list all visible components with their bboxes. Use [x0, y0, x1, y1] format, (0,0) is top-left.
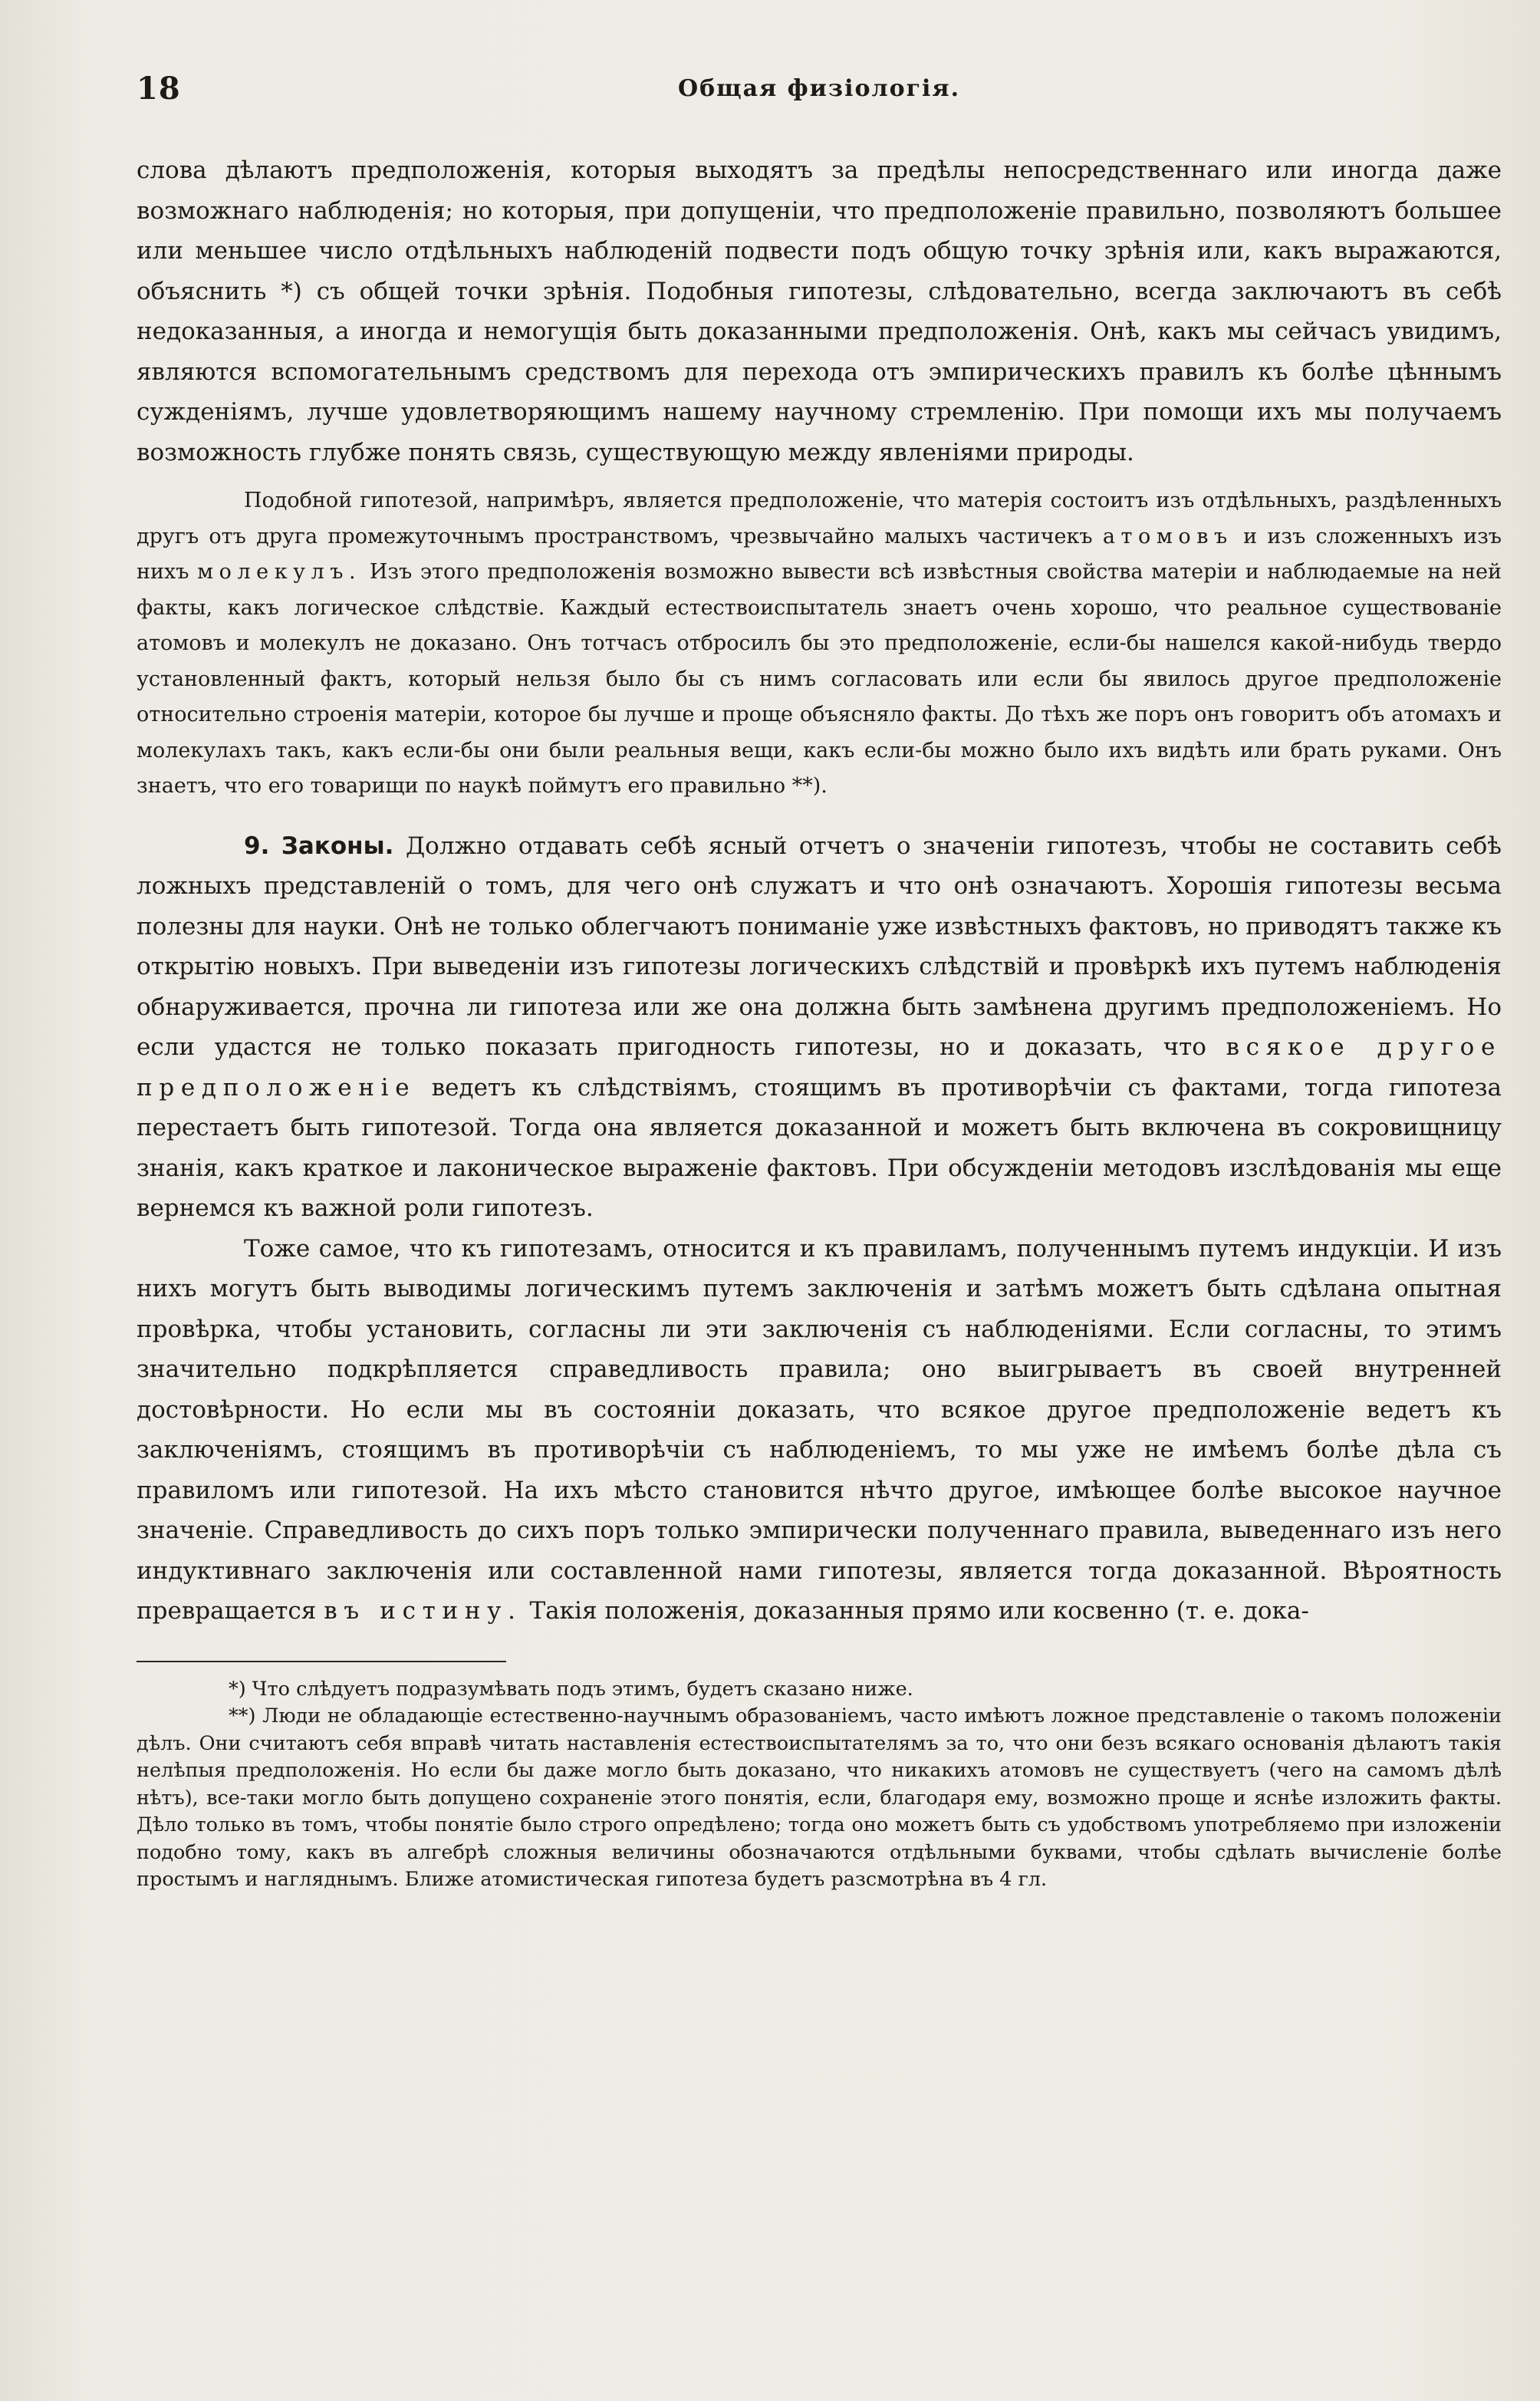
footnote-divider: [137, 1661, 506, 1662]
paragraph-atom-example: [137, 483, 1502, 805]
paragraph-induction-rules: [137, 1229, 1502, 1632]
emphasis-atoms: атомовъ: [1102, 524, 1233, 548]
text-fragment: ведетъ къ слѣдствіямъ, стоящимъ въ противорѣчіи съ фактами, тогда гипотеза перестаетъ быть гипотезой. Тогда она является доказанной и можетъ быть включена въ сокровищницу знанія, какъ краткое и лаконическое выраженіе фактовъ. При обсужденіи методовъ изслѣдованія мы еще вернемся къ важной роли гипотезъ.: [137, 1073, 1502, 1222]
text-fragment: Тоже самое, что къ гипотезамъ, относится и къ правиламъ, полученнымъ путемъ индукціи. И изъ нихъ могутъ быть выводимы логическимъ путемъ заключенія и затѣмъ можетъ быть сдѣлана опытная провѣрка, чтобы установить, согласны ли эти заключенія съ наблюденіями. Если согласны, то этимъ значительно подкрѣпляется справедливость правила; оно выигрываетъ въ своей внутренней достовѣрности. Но если мы въ состояніи доказать, что всякое другое предположеніе ведетъ къ заключеніямъ, стоящимъ въ противорѣчіи съ наблюденіемъ, то мы уже не имѣемъ болѣе дѣла съ правиломъ или гипотезой. На ихъ мѣсто становится нѣчто другое, имѣющее болѣе высокое научное значеніе. Справедливость до сихъ поръ только эмпирически полученнаго правила, выведеннаго изъ него индуктивнаго заключенія или составленной нами гипотезы, является тогда доказанной. Вѣроятность превращается: [137, 1234, 1502, 1625]
main-text: [137, 150, 1502, 1894]
section-number: 9.: [244, 832, 270, 860]
text-fragment: Должно отдавать себѣ ясный отчетъ о значеніи гипотезъ, чтобы не составить себѣ ложныхъ представленій о томъ, для чего онѣ служатъ и что онѣ означаютъ. Хорошія гипотезы весьма полезны для науки. Онѣ не только облегчаютъ пониманіе уже извѣстныхъ фактовъ, но приводятъ также къ открытію новыхъ. При выведеніи изъ гипотезы логическихъ слѣдствій и провѣркѣ ихъ путемъ наблюденія обнаруживается, прочна ли гипотеза или же она должна быть замѣнена другимъ предположеніемъ. Но если удастся не только показать пригодность гипотезы, но и доказать, что: [137, 832, 1502, 1061]
paragraph-hypotheses: слова дѣлаютъ предположенія, которыя выходятъ за предѣлы непосредственнаго или иногда даже возможнаго наблюденія; но которыя, при допущеніи, что предположеніе правильно, позволяютъ большее или меньшее число отдѣльныхъ наблюденій подвести подъ общую точку зрѣнія или, какъ выражаются, объяснить *) съ общей точки зрѣнія. Подобныя гипотезы, слѣдовательно, всегда заключаютъ въ себѣ недоказанныя, а иногда и немогущія быть доказанными предположенія. Онѣ, какъ мы сейчасъ увидимъ, являются вспомогательнымъ средствомъ для перехода отъ эмпирическихъ правилъ къ болѣе цѣннымъ сужденіямъ, лучше удовлетворяющимъ нашему научному стремленію. При помощи ихъ мы получаемъ возможность глубже понять связь, существующую между явленіями природы.: [137, 156, 1502, 466]
page-number: 18: [137, 71, 181, 107]
text-fragment: Подобной гипотезой, напримѣръ, является предположеніе, что матерія состоитъ изъ отдѣльныхъ, раздѣленныхъ другъ отъ друга промежуточнымъ пространствомъ, чрезвычайно малыхъ частичекъ: [137, 489, 1502, 548]
text-fragment: Такія положенія, доказанныя прямо или косвенно (т. е. дока-: [529, 1597, 1309, 1625]
emphasis-every-other-assumption: всякое другое предположеніе: [137, 1033, 1502, 1102]
footnote-1: *) Что слѣдуетъ подразумѣвать подъ этимъ, будетъ сказано ниже.: [229, 1677, 913, 1701]
text-fragment: и изъ сложенныхъ изъ нихъ: [137, 524, 1502, 584]
text-fragment: Изъ этого предположенія возможно вывести всѣ извѣстныя свойства матеріи и наблюдаемые на ней факты, какъ логическое слѣдствіе. Каждый естествоиспытатель знаетъ очень хорошо, что реальное существованіе атомовъ и молекулъ не доказано. Онъ тотчасъ отбросилъ бы это предположеніе, если-бы нашелся какой-нибудь твердо установленный фактъ, который нельзя было бы съ нимъ согласовать или если бы явилось другое предположеніе относительно строенія матеріи, которое бы лучше и проще объясняло факты. До тѣхъ же поръ онъ говоритъ объ атомахъ и молекулахъ такъ, какъ если-бы они были реальныя вещи, какъ если-бы можно было ихъ видѣть или брать руками. Онъ знаетъ, что его товарищи по наукѣ поймутъ его правильно **).: [137, 560, 1502, 798]
running-title: Общая физіологія.: [677, 75, 961, 102]
emphasis-into-truth: въ истину.: [324, 1597, 522, 1625]
emphasis-molecules: молекулъ.: [197, 560, 362, 584]
section-9-laws: [137, 826, 1502, 1229]
page-header: [137, 71, 1502, 117]
section-title: Законы.: [281, 832, 394, 860]
footnote-2: **) Люди не обладающіе естественно-научнымъ образованіемъ, часто имѣютъ ложное представленіе о такомъ положеніи дѣлъ. Они считаютъ себя вправѣ читать наставленія естествоиспытателямъ за то, что они безъ всякаго основанія дѣлаютъ такія нелѣпыя предположенія. Но если бы даже могло быть доказано, что никакихъ атомовъ не существуетъ (чего на самомъ дѣлѣ нѣтъ), все-таки могло быть допущено сохраненіе этого понятія, если, благодаря ему, возможно проще и яснѣе изложить факты. Дѣло только въ томъ, чтобы понятіе было строго опредѣлено; тогда оно можетъ быть съ удобствомъ употребляемо при изложеніи подобно тому, какъ въ алгебрѣ сложныя величины обозначаются отдѣльными буквами, чтобы сдѣлать вычисленіе болѣе простымъ и нагляднымъ. Ближе атомистическая гипотеза будетъ разсмотрѣна въ 4 гл.: [137, 1704, 1502, 1891]
